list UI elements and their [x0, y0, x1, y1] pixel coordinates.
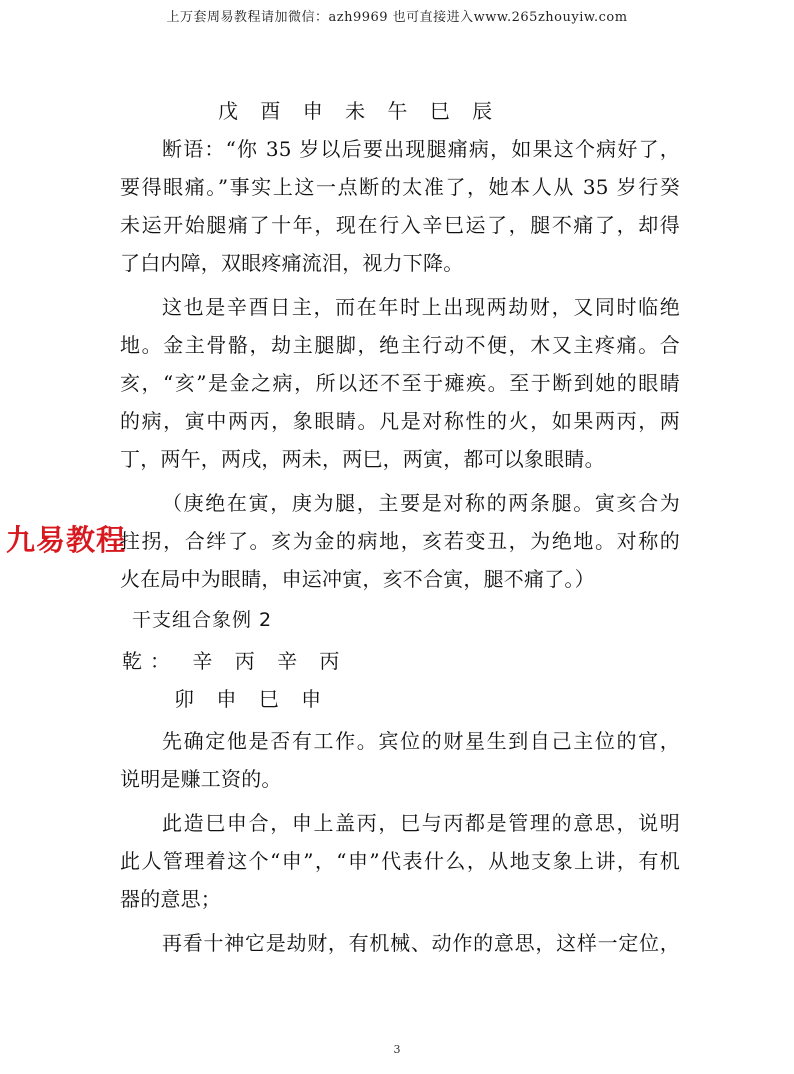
p3-line-2: 拄拐，合绊了。亥为金的病地，亥若变丑，为绝地。对称的 — [120, 529, 680, 553]
p2-line-2: 地。金主骨骼，劫主腿脚，绝主行动不便，木又主疼痛。合 — [120, 333, 680, 357]
p2-line-4: 的病，寅中两丙，象眼睛。凡是对称性的火，如果两丙，两 — [120, 409, 680, 433]
p3-line-3: 火在局中为眼睛，申运冲寅，亥不合寅，腿不痛了。） — [120, 567, 595, 591]
p4-line-1: 先确定他是否有工作。宾位的财星生到自己主位的官， — [162, 729, 680, 753]
branches-line: 卯 申 巳 申 — [174, 687, 330, 711]
page-number: 3 — [393, 1043, 401, 1056]
p2-line-1: 这也是辛酉日主，而在年时上出现两劫财，又同时临绝 — [162, 295, 680, 319]
p1-line-2: 要得眼痛。”事实上这一点断的太准了，她本人从 35 岁行癸 — [120, 175, 680, 199]
document-body — [120, 92, 680, 962]
p3-line-1: （庚绝在寅，庚为腿，主要是对称的两条腿。寅亥合为 — [162, 491, 680, 515]
p1-line-3: 未运开始腿痛了十年，现在行入辛巳运了，腿不痛了，却得 — [120, 213, 680, 237]
p4-line-2: 说明是赚工资的。 — [120, 767, 282, 791]
top-pillars: 戊 酉 申 未 午 巳 辰 — [218, 99, 501, 123]
p5-line-1: 此造巳申合，申上盖丙，巳与丙都是管理的意思，说明 — [162, 811, 680, 835]
p2-line-5: 丁，两午，两戌，两未，两巳，两寅，都可以象眼睛。 — [120, 447, 605, 471]
page-header: 上万套周易教程请加微信：azh9969 也可直接进入www.265zhouyiw.com — [166, 10, 628, 25]
p5-line-2: 此人管理着这个“申”，“申”代表什么，从地支象上讲，有机 — [120, 849, 680, 873]
p5-line-3: 器的意思； — [120, 887, 221, 911]
p6-line-1: 再看十神它是劫财，有机械、动作的意思，这样一定位， — [162, 931, 680, 955]
p1-line-4: 了白内障，双眼疼痛流泪，视力下降。 — [120, 251, 464, 275]
section-title: 干支组合象例 2 — [132, 609, 273, 631]
stems-line: 乾： 辛 丙 辛 丙 — [122, 649, 348, 673]
p1-line-1: 断语：“你 35 岁以后要出现腿痛病，如果这个病好了， — [162, 137, 680, 161]
watermark-logo: 九易教程 — [6, 523, 127, 557]
p2-line-3: 亥，“亥”是金之病，所以还不至于瘫痪。至于断到她的眼睛 — [120, 371, 680, 395]
